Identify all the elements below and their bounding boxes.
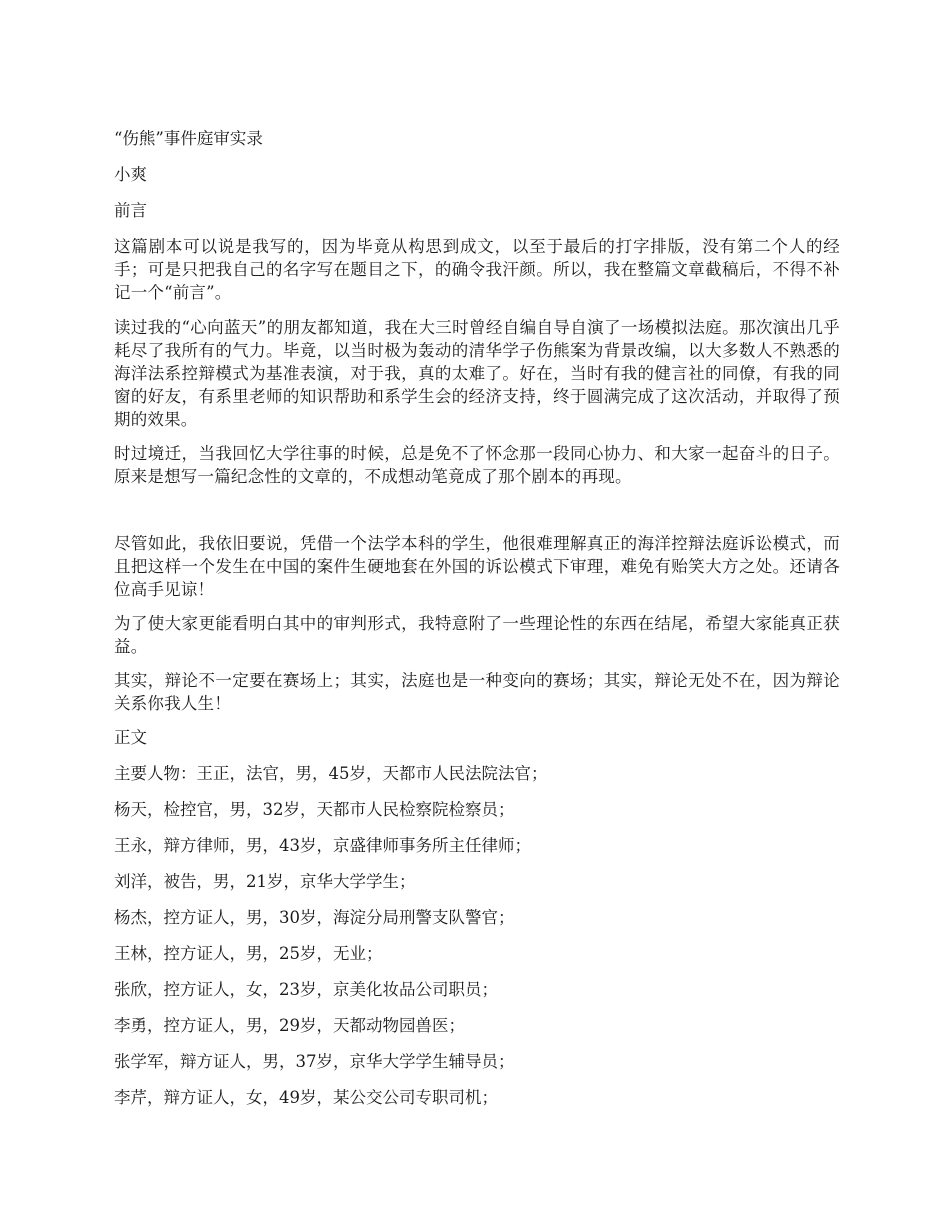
character-entry: 李芹，辩方证人，女，49岁，某公交公司专职司机； <box>114 1088 498 1107</box>
document-title: “伤熊”事件庭审实录 <box>114 129 263 148</box>
character-entry: 杨杰，控方证人，男，30岁，海淀分局刑警支队警官； <box>114 908 515 927</box>
character-entry: 李勇，控方证人，男，29岁，天都动物园兽医； <box>114 1016 465 1035</box>
preface-paragraph: 时过境迁，当我回忆大学往事的时候，总是免不了怀念那一段同心协力、和大家一起奋斗的日子。原来是想写一篇纪念性的文章的，不成想动笔竟成了那个剧本的再现。 <box>114 444 840 486</box>
preface-heading: 前言 <box>114 201 147 220</box>
preface-paragraph: 其实，辩论不一定要在赛场上；其实，法庭也是一种变向的赛场；其实，辩论无处不在，因为辩论关系你我人生！ <box>114 671 840 713</box>
character-entry: 王永，辩方律师，男，43岁，京盛律师事务所主任律师； <box>114 836 531 855</box>
character-entry: 王林，控方证人，男，25岁，无业； <box>114 944 383 963</box>
preface-paragraph: 尽管如此，我依旧要说，凭借一个法学本科的学生，他很难理解真正的海洋控辩法庭诉讼模式，而且把这样一个发生在中国的案件生硬地套在外国的诉讼模式下审理，难免有贻笑大方之处。还请各位高手见谅！ <box>114 534 840 599</box>
character-entry: 张学军，辩方证人，男，37岁，京华大学学生辅导员； <box>114 1052 515 1071</box>
preface-paragraph: 这篇剧本可以说是我写的，因为毕竟从构思到成文，以至于最后的打字排版，没有第二个人的经手；可是只把我自己的名字写在题目之下，的确令我汗颜。所以，我在整篇文章截稿后，不得不补记一个“前言”。 <box>114 237 840 302</box>
character-entry: 杨天，检控官，男，32岁，天都市人民检察院检察员； <box>114 800 515 819</box>
character-entry: 主要人物：王正，法官，男，45岁，天都市人民法院法官； <box>114 764 548 783</box>
character-entry: 张欣，控方证人，女，23岁，京美化妆品公司职员； <box>114 980 498 999</box>
preface-paragraph: 为了使大家更能看明白其中的审判形式，我特意附了一些理论性的东西在结尾，希望大家能真正获益。 <box>114 614 840 656</box>
character-entry: 刘洋，被告，男，21岁，京华大学学生； <box>114 872 416 891</box>
author-name: 小爽 <box>114 165 147 184</box>
preface-paragraph: 读过我的“心向蓝天”的朋友都知道，我在大三时曾经自编自导自演了一场模拟法庭。那次演出几乎耗尽了我所有的气力。毕竟，以当时极为轰动的清华学子伤熊案为背景改编，以大多数人不熟悉的海洋法系控辩模式为基准表演，对于我，真的太难了。好在，当时有我的健言社的同僚，有我的同窗的好友，有系里老师的知识帮助和系学生会的经济支持，终于圆满完成了这次活动，并取得了预期的效果。 <box>114 318 840 429</box>
body-heading: 正文 <box>114 728 147 747</box>
